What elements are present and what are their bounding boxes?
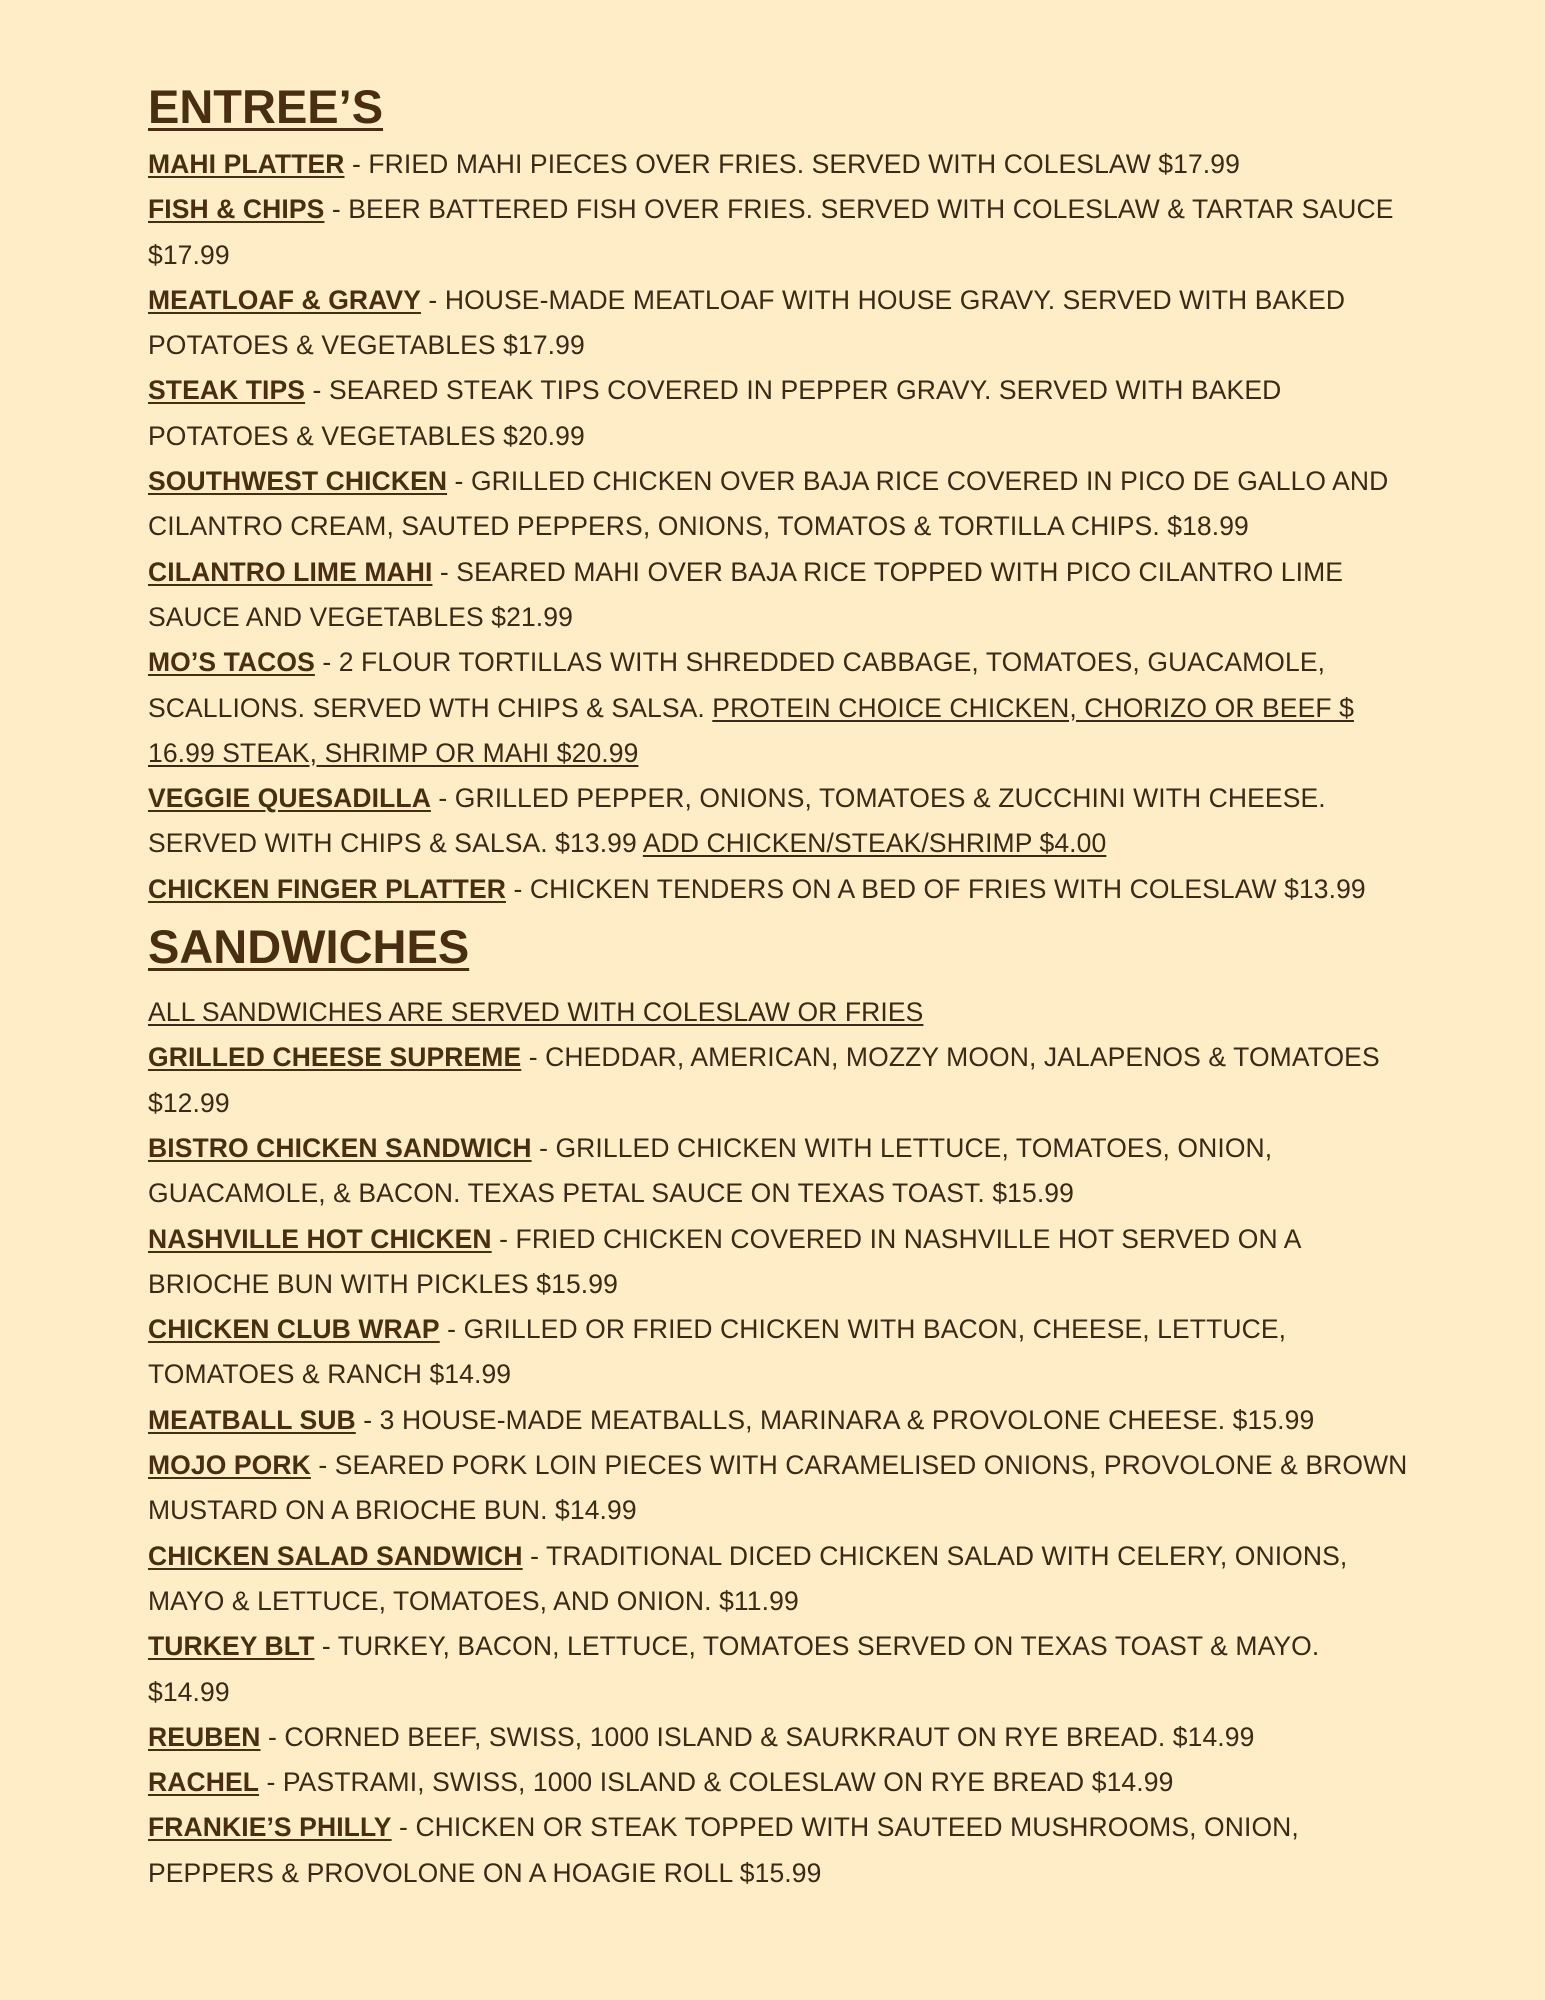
- menu-item: [148, 1805, 1408, 1896]
- menu-item-addon: PROTEIN CHOICE CHICKEN, CHORIZO OR BEEF $ 16.99 STEAK, SHRIMP OR MAHI $20.99: [148, 692, 1354, 768]
- menu-item: [148, 1126, 1408, 1217]
- menu-item-separator: -: [355, 1404, 380, 1435]
- menu-item-description: GRILLED OR FRIED CHICKEN WITH BACON, CHEESE, LETTUCE, TOMATOES & RANCH $14.99: [148, 1314, 1287, 1390]
- menu-item: [148, 550, 1408, 641]
- menu-item-description: CORNED BEEF, SWISS, 1000 ISLAND & SAURKRAUT ON RYE BREAD. $14.99: [284, 1721, 1255, 1752]
- menu-item: [148, 142, 1408, 187]
- menu-item: [148, 867, 1408, 912]
- menu-item-name: VEGGIE QUESADILLA: [148, 783, 431, 814]
- menu-item-name: STEAK TIPS: [148, 375, 306, 406]
- menu-item-separator: -: [344, 149, 369, 179]
- menu-item-separator: -: [314, 1631, 338, 1662]
- menu-item: [148, 1307, 1408, 1398]
- menu-item-description: GRILLED CHICKEN WITH LETTUCE, TOMATOES, ONION, GUACAMOLE, & BACON. TEXAS PETAL SAUCE ON TEXAS TOAST. $15.99: [148, 1132, 1273, 1209]
- menu-item-description: GRILLED PEPPER, ONIONS, TOMATOES & ZUCCHINI WITH CHEESE. SERVED WITH CHIPS & SALSA. $13.99: [148, 783, 1326, 859]
- menu-item-separator: -: [505, 873, 530, 904]
- entrees-heading: ENTREE’S: [148, 80, 384, 133]
- menu-item-description: HOUSE-MADE MEATLOAF WITH HOUSE GRAVY. SERVED WITH BAKED POTATOES & VEGETABLES $17.99: [148, 284, 1346, 361]
- menu-item-description: TURKEY, BACON, LETTUCE, TOMATOES SERVED ON TEXAS TOAST & MAYO. $14.99: [148, 1631, 1320, 1707]
- menu-item-description: FRIED CHICKEN COVERED IN NASHVILLE HOT SERVED ON A BRIOCHE BUN WITH PICKLES $15.99: [148, 1223, 1301, 1299]
- menu-item-description: TRADITIONAL DICED CHICKEN SALAD WITH CELERY, ONIONS, MAYO & LETTUCE, TOMATOES, AND ONION. $11.99: [148, 1540, 1348, 1616]
- menu-item-name: FRANKIE’S PHILLY: [148, 1812, 392, 1843]
- menu-item-separator: -: [521, 1042, 546, 1073]
- menu-item-description: GRILLED CHICKEN OVER BAJA RICE COVERED IN PICO DE GALLO AND CILANTRO CREAM, SAUTED PEPPERS, ONIONS, TOMATOS & TORTILLA CHIPS. $18.99: [148, 466, 1389, 542]
- sandwiches-heading: SANDWICHES: [148, 920, 470, 974]
- menu-item: [148, 1443, 1408, 1534]
- entrees-list: [148, 142, 1408, 912]
- menu-item-description: PASTRAMI, SWISS, 1000 ISLAND & COLESLAW ON RYE BREAD $14.99: [282, 1767, 1174, 1798]
- menu-item-separator: -: [439, 1314, 464, 1345]
- menu-page: [148, 76, 1408, 1896]
- menu-item: [148, 776, 1408, 867]
- menu-item-name: BISTRO CHICKEN SANDWICH: [148, 1132, 532, 1163]
- menu-item-description: 2 FLOUR TORTILLAS WITH SHREDDED CABBAGE, TOMATOES, GUACAMOLE, SCALLIONS. SERVED WTH CHIPS & SALSA.: [148, 647, 1326, 723]
- menu-item-separator: -: [324, 194, 349, 225]
- menu-item-description: SEARED MAHI OVER BAJA RICE TOPPED WITH PICO CILANTRO LIME SAUCE AND VEGETABLES $21.99: [148, 556, 1344, 632]
- menu-item-separator: -: [260, 1721, 285, 1752]
- menu-item: [148, 459, 1408, 550]
- menu-item-name: MEATLOAF & GRAVY: [148, 284, 421, 315]
- menu-item-separator: -: [522, 1540, 547, 1571]
- menu-item-name: MEATBALL SUB: [148, 1404, 356, 1435]
- menu-item-separator: -: [432, 556, 457, 587]
- menu-item-separator: -: [305, 375, 329, 406]
- sandwiches-note-text: ALL SANDWICHES ARE SERVED WITH COLESLAW OR FRIES: [148, 997, 924, 1028]
- menu-item: [148, 1624, 1408, 1715]
- menu-item: [148, 1715, 1408, 1760]
- menu-item-name: MAHI PLATTER: [148, 149, 345, 179]
- menu-item-name: CILANTRO LIME MAHI: [148, 556, 433, 587]
- menu-item-separator: -: [314, 647, 339, 678]
- menu-item-description: BEER BATTERED FISH OVER FRIES. SERVED WITH COLESLAW & TARTAR SAUCE $17.99: [148, 194, 1394, 270]
- sandwiches-note: [148, 990, 1408, 1035]
- menu-item-separator: -: [430, 783, 455, 814]
- menu-item-name: TURKEY BLT: [148, 1631, 315, 1662]
- menu-item: [148, 1398, 1408, 1443]
- menu-item: [148, 187, 1408, 278]
- menu-item: [148, 278, 1408, 369]
- menu-item-addon: ADD CHICKEN/STEAK/SHRIMP $4.00: [642, 828, 1107, 859]
- menu-item-name: RACHEL: [148, 1767, 260, 1798]
- menu-item: [148, 1217, 1408, 1308]
- menu-item-name: CHICKEN CLUB WRAP: [148, 1314, 440, 1345]
- sandwiches-list: [148, 990, 1408, 1896]
- menu-item-name: CHICKEN FINGER PLATTER: [148, 873, 506, 904]
- menu-item: [148, 368, 1408, 459]
- menu-item-name: FISH & CHIPS: [148, 194, 325, 225]
- menu-item-separator: -: [447, 466, 471, 497]
- menu-item-description: SEARED PORK LOIN PIECES WITH CARAMELISED ONIONS, PROVOLONE & BROWN MUSTARD ON A BRIOCHE BUN. $14.99: [148, 1450, 1408, 1526]
- menu-item-name: CHICKEN SALAD SANDWICH: [148, 1540, 523, 1571]
- menu-item-name: MO’S TACOS: [148, 647, 315, 678]
- menu-item-name: GRILLED CHEESE SUPREME: [148, 1042, 522, 1073]
- menu-item: [148, 640, 1408, 776]
- menu-item-description: CHICKEN TENDERS ON A BED OF FRIES WITH COLESLAW $13.99: [529, 873, 1366, 904]
- menu-item-name: MOJO PORK: [148, 1450, 311, 1481]
- menu-item-name: REUBEN: [148, 1721, 261, 1752]
- menu-item-description: CHICKEN OR STEAK TOPPED WITH SAUTEED MUSHROOMS, ONION, PEPPERS & PROVOLONE ON A HOAGIE ROLL $15.99: [148, 1812, 1299, 1888]
- menu-item-description: FRIED MAHI PIECES OVER FRIES. SERVED WITH COLESLAW $17.99: [368, 149, 1240, 179]
- menu-item: [148, 1035, 1408, 1126]
- menu-item-name: NASHVILLE HOT CHICKEN: [148, 1223, 492, 1254]
- menu-item: [148, 1760, 1408, 1805]
- menu-item-separator: -: [259, 1767, 283, 1798]
- menu-item-separator: -: [310, 1450, 335, 1481]
- menu-item-name: SOUTHWEST CHICKEN: [148, 466, 448, 497]
- menu-item-separator: -: [491, 1223, 516, 1254]
- menu-item-description: CHEDDAR, AMERICAN, MOZZY MOON, JALAPENOS & TOMATOES $12.99: [148, 1042, 1380, 1118]
- menu-item: [148, 1534, 1408, 1625]
- menu-item-separator: -: [531, 1132, 556, 1163]
- menu-item-description: 3 HOUSE-MADE MEATBALLS, MARINARA & PROVOLONE CHEESE. $15.99: [379, 1404, 1315, 1435]
- menu-item-separator: -: [391, 1812, 416, 1843]
- menu-item-description: SEARED STEAK TIPS COVERED IN PEPPER GRAVY. SERVED WITH BAKED POTATOES & VEGETABLES $20.99: [148, 375, 1282, 451]
- menu-item-separator: -: [420, 284, 445, 315]
